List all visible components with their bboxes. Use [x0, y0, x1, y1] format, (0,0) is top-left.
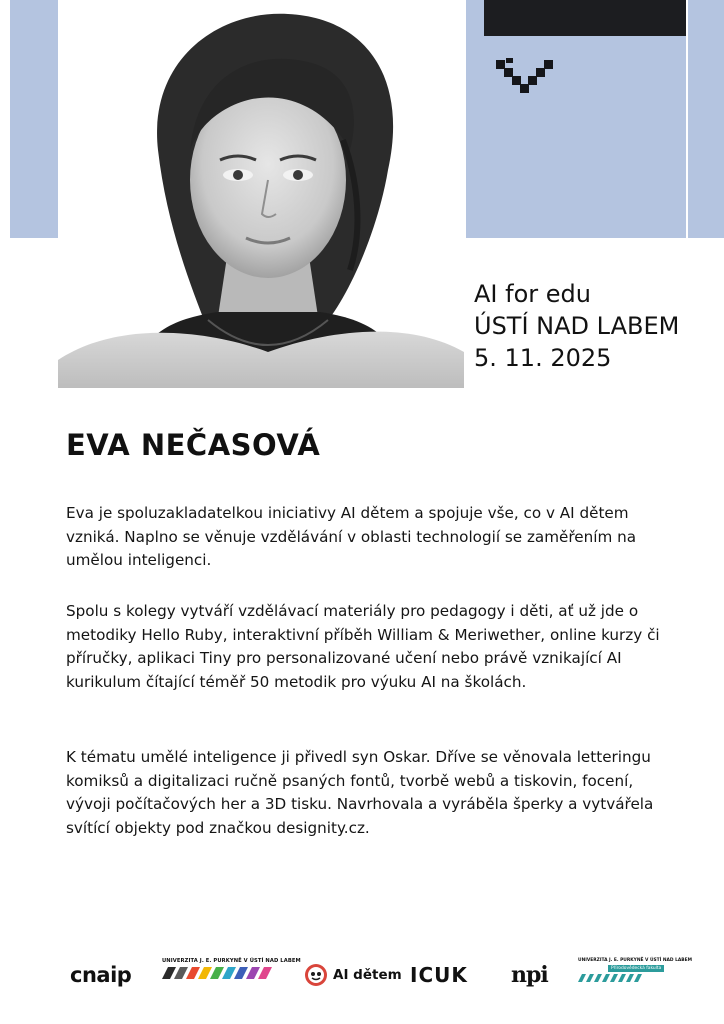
decorative-dark-bar: [484, 0, 686, 36]
event-location: ÚSTÍ NAD LABEM: [474, 312, 680, 340]
ujep-logo: [162, 958, 301, 992]
bio-paragraph-2: Spolu s kolegy vytváří vzdělávací materiály pro pedagogy i děti, ať už jde o metodiky Hello Ruby, interaktivní příběh William & Meriwether, online kurzy či příručky, aplikaci Tiny pro personalizované učení nebo právě vznikající AI kurikulum čítající téměř 50 metodik pro výuku AI na školách.: [66, 602, 660, 691]
ai-detem-logo-text: AI dětem: [333, 967, 402, 983]
event-title: AI for edu: [474, 280, 591, 308]
cnaip-logo: [70, 958, 131, 992]
decorative-blue-panel-edge: [688, 0, 724, 238]
ujep-prf-stripes-icon: [578, 974, 666, 982]
robot-face-icon: [304, 963, 328, 987]
ujep-stripes-icon: [162, 967, 274, 979]
cnaip-logo-text: cnaip: [70, 963, 132, 987]
bio-paragraph-3: K tématu umělé inteligence ji přivedl syn Oskar. Dříve se věnovala letteringu komiksů a digitalizaci ručně psaných fontů, tvorbě webů a tiskovin, focení, vývoji počítačových her a 3D tisku. Navrhovala a vyráběla šperky a vytvářela svítící objekty pod značkou designity.cz.: [66, 748, 654, 837]
npi-logo: [511, 958, 548, 992]
ujep-prf-logo-text: UNIVERZITA J. E. PURKYNĚ V ÚSTÍ NAD LABEM: [578, 958, 692, 963]
pixel-v-logo-icon: [496, 58, 556, 98]
event-date: 5. 11. 2025: [474, 344, 612, 372]
speaker-name: EVA NEČASOVÁ: [66, 428, 321, 462]
icuk-logo-text: ICUK: [410, 963, 468, 987]
bio-paragraph-1: Eva je spoluzakladatelkou iniciativy AI dětem a spojuje vše, co v AI dětem vzniká. Naplno se věnuje vzdělávání v oblasti technologií se zaměřením na umělou inteligenci.: [66, 504, 637, 570]
npi-logo-text: npi: [511, 962, 548, 988]
decorative-blue-panel-left: [10, 0, 58, 238]
ai-detem-logo: [304, 958, 402, 992]
event-info: [474, 278, 679, 374]
portrait-photo: [58, 0, 464, 388]
ujep-prf-logo: [578, 958, 692, 992]
icuk-logo: [410, 958, 468, 992]
ujep-logo-text: UNIVERZITA J. E. PURKYNĚ V ÚSTÍ NAD LABEM: [162, 958, 301, 964]
ujep-prf-badge: Přírodovědecká fakulta: [608, 965, 664, 972]
